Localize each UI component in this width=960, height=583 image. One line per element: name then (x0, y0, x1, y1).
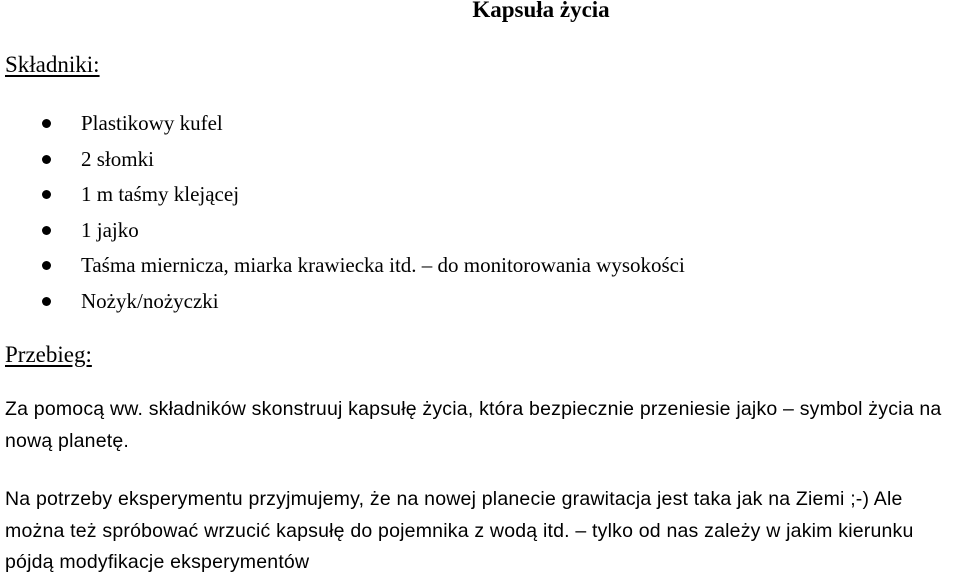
bullet-icon (42, 119, 51, 128)
bullet-icon (42, 155, 51, 164)
list-item-text: 1 m taśmy klejącej (81, 182, 240, 207)
list-item-text: 1 jajko (81, 217, 139, 242)
list-item-text: 2 słomki (81, 146, 154, 171)
procedure-paragraph: Za pomocą ww. składników skonstruuj kapsułę życia, która bezpiecznie przeniesie jajko – symbol życia na nową planetę. (5, 398, 942, 452)
list-item-text: Taśma miernicza, miarka krawiecka itd. – do monitorowania wysokości (81, 253, 685, 278)
bullet-icon (42, 190, 51, 199)
bullet-icon (42, 297, 51, 306)
procedure-paragraph: Na potrzeby eksperymentu przyjmujemy, że na nowej planecie grawitacja jest taka jak na Ziemi ;-) Ale można też spróbować wrzucić kapsułę do pojemnika z wodą itd. – tylko od nas zależy w jakim kierunku pójdą modyfikacje eksperymentów (5, 488, 914, 573)
procedure-heading: Przebieg: (5, 342, 92, 367)
bullet-icon (42, 261, 51, 270)
list-item-text: Plastikowy kufel (81, 111, 223, 135)
bullet-icon (42, 226, 51, 235)
list-item-text: Nożyk/nożyczki (81, 288, 219, 313)
document-title: Kapsuła życia (472, 0, 610, 22)
ingredients-heading: Składniki: (5, 52, 100, 77)
